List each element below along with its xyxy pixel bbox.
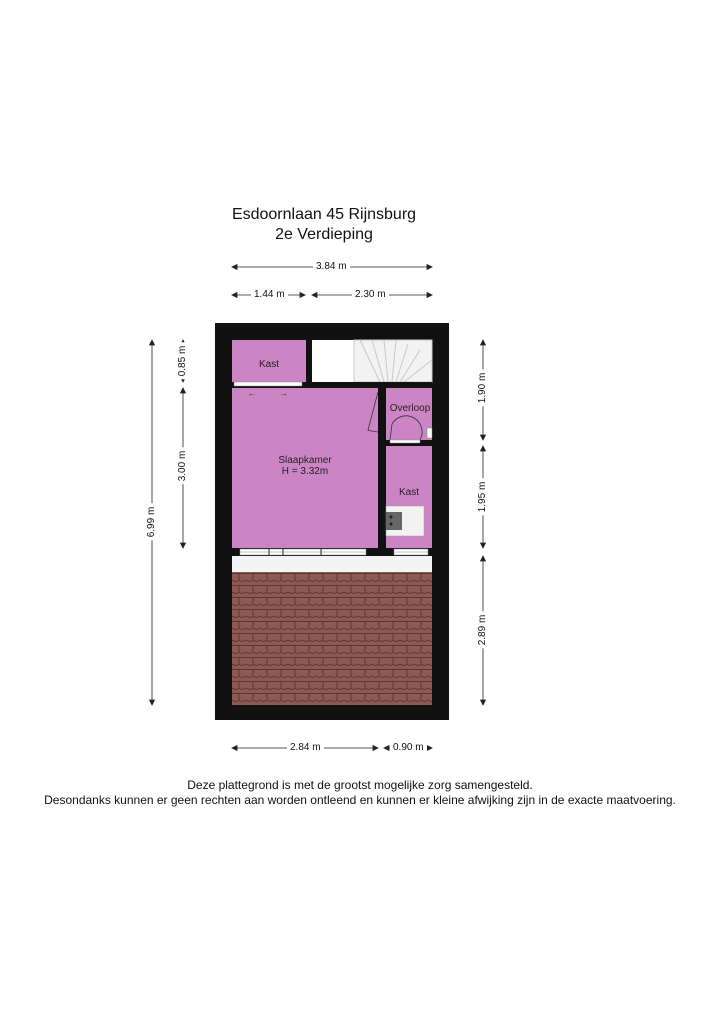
dim-top-left: 1.44 m — [251, 289, 288, 301]
disclaimer-line-2: Desondanks kunnen er geen rechten aan worden ontleend en kunnen er kleine afwijking zijn in de exacte maatvoering. — [44, 793, 676, 807]
room-label-kast-right: Kast — [398, 487, 419, 498]
dim-top-right: 2.30 m — [352, 289, 389, 301]
stairs — [354, 340, 432, 382]
address-title: Esdoornlaan 45 Rijnsburg — [231, 206, 417, 223]
dim-bottom-right: 0.90 m — [390, 742, 427, 754]
dim-top-total: 3.84 m — [313, 261, 350, 273]
room-label-kast-left: Kast — [258, 359, 279, 370]
dim-bottom-left: 2.84 m — [287, 742, 324, 754]
interior-wall — [378, 382, 386, 554]
wall-kast-stair — [306, 340, 312, 382]
dim-right-upper: 1.90 m — [477, 370, 489, 407]
roof-edge — [232, 556, 432, 572]
dim-left-lower: 3.00 m — [177, 448, 189, 485]
disclaimer-line-1: Deze plattegrond is met de grootst mogelijke zorg samengesteld. — [187, 778, 533, 792]
dim-right-lower: 2.89 m — [477, 612, 489, 649]
overloop-room — [386, 388, 432, 440]
svg-text:→: → — [280, 389, 288, 398]
floor-title: 2e Verdieping — [275, 226, 373, 243]
room-label-slaapkamer: Slaapkamer — [278, 455, 332, 466]
roof-area — [232, 572, 432, 705]
room-label-overloop: Overloop — [389, 403, 431, 414]
svg-text:←: ← — [248, 389, 256, 398]
dim-left-total: 6.99 m — [146, 504, 158, 541]
room-label-slaapkamer-height: H = 3.32m — [281, 466, 329, 477]
dim-left-upper: 0.85 m — [177, 343, 189, 380]
dim-right-middle: 1.95 m — [477, 479, 489, 516]
